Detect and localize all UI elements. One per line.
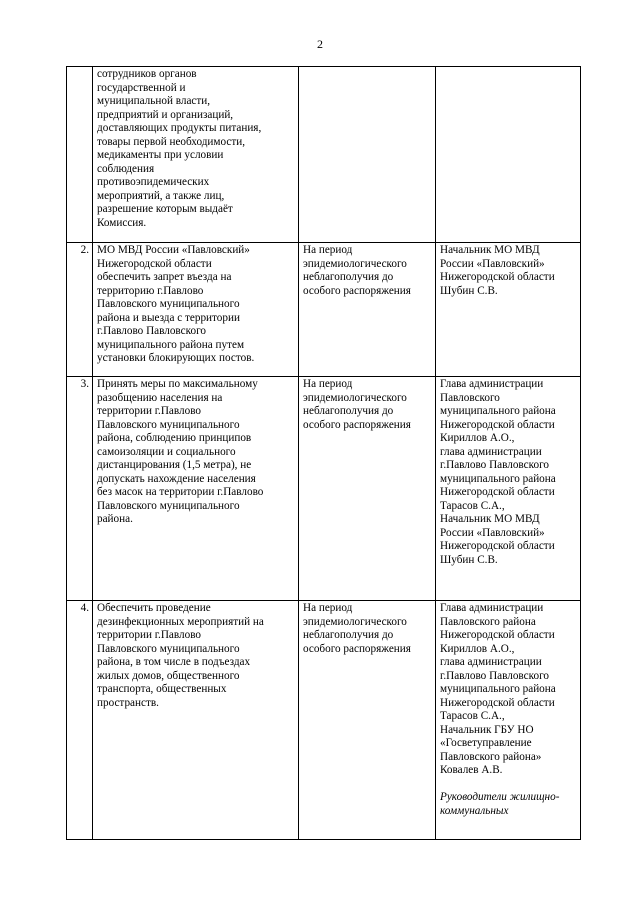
text-line: медикаменты при условии [97,149,224,161]
text-line: Нижегородской области [440,696,555,709]
text-line: товары первой необходимости, [97,135,245,148]
text-line: мероприятий, а также лиц, [97,189,225,202]
text-line: Ковалев А.В. [440,764,503,776]
text-line: разобщению населения на [97,391,223,404]
measures-table [66,66,581,840]
text-line: Кириллов А.О., [440,432,515,444]
text-line: обеспечить запрет въезда на [97,271,232,283]
text-line: допускать нахождение населения [97,472,256,485]
row-number [67,67,93,243]
text-line: России «Павловский» [440,257,545,270]
text-line: муниципального района [440,472,556,485]
responsible-note [440,791,577,818]
text-line: неблагополучия до [303,271,394,283]
text-line: дистанцирования (1,5 метра), не [97,459,252,471]
text-line: Павловского муниципального [97,499,240,512]
text-line: пространств. [97,696,159,709]
text-line: района, в том числе в подъездах [97,656,251,668]
table-row [67,243,581,377]
text-line: России «Павловский» [440,526,545,539]
table-row [67,377,581,601]
text-line: На период [303,378,353,390]
text-line: Руководители жилищно- [440,791,560,803]
text-line: дезинфекционных мероприятий на [97,615,264,628]
text-line: Комиссия. [97,216,147,229]
table-row [67,67,581,243]
text-line: Нижегородской области [440,486,555,498]
text-line: Кириллов А.О., [440,642,515,655]
responsible-cell [436,243,581,377]
text-line: Тарасов С.А., [440,710,505,722]
text-line: эпидемиологического [303,257,407,270]
period-cell [299,67,436,243]
text-line: Начальник МО МВД [440,513,540,525]
text-line: доставляющих продукты питания, [97,122,262,134]
text-line: особого распоряжения [303,642,411,655]
text-line: неблагополучия до [303,629,394,641]
row-number: 3. [67,377,93,601]
text-line: Нижегородской области [440,418,555,431]
text-line: Шубин С.В. [440,553,498,566]
text-line: г.Павлово Павловского [440,459,549,471]
text-line: эпидемиологического [303,391,407,404]
action-cell [93,243,299,377]
text-line: Павловского муниципального [97,418,240,431]
text-line: государственной и [97,81,186,94]
text-line: Павловского [440,391,500,404]
text-line: На период [303,602,353,614]
text-line: жилых домов, общественного [97,669,240,682]
table-row [67,601,581,840]
responsible-names [440,602,577,778]
text-line: Нижегородской области [440,271,555,283]
text-line: Нижегородской области [97,257,212,270]
text-line: муниципального района путем [97,338,245,351]
text-line: Глава администрации [440,378,544,390]
period-cell [299,601,436,840]
text-line: района, соблюдению принципов [97,432,252,444]
text-line: района. [97,513,133,525]
text-line: «Госветуправление [440,737,532,749]
text-line: района и выезда с территории [97,311,240,324]
text-line: муниципальной власти, [97,95,211,107]
action-cell [93,601,299,840]
responsible-cell [436,67,581,243]
text-line: Глава администрации [440,602,544,614]
text-line: соблюдения [97,162,155,175]
text-line: глава администрации [440,656,542,668]
text-line: глава администрации [440,445,542,458]
row-number: 2. [67,243,93,377]
text-line: особого распоряжения [303,284,411,297]
text-line: Павловского муниципального [97,298,240,310]
row-number: 4. [67,601,93,840]
text-line: без масок на территории г.Павлово [97,486,264,498]
text-line: территории г.Павлово [97,629,202,641]
text-line: самоизоляции и социального [97,445,236,458]
text-line: Обеспечить проведение [97,602,211,614]
text-line: Начальник МО МВД [440,244,540,256]
text-line: территорию г.Павлово [97,284,204,297]
page-number: 2 [317,37,323,51]
text-line: предприятий и организаций, [97,108,234,121]
text-line: г.Павлово Павловского [440,669,549,682]
text-line: Павловского муниципального [97,642,240,655]
text-line: неблагополучия до [303,405,394,417]
text-line: противоэпидемических [97,176,210,188]
text-line: г.Павлово Павловского [97,325,206,337]
text-line: эпидемиологического [303,615,407,628]
period-cell [299,377,436,601]
text-line: муниципального района [440,405,556,417]
period-cell [299,243,436,377]
text-line: Нижегородской области [440,629,555,641]
action-cell [93,67,299,243]
text-line: Принять меры по максимальному [97,378,258,390]
text-line: МО МВД России «Павловский» [97,244,250,256]
text-line: особого распоряжения [303,418,411,431]
text-line: Шубин С.В. [440,284,498,297]
text-line: муниципального района [440,683,556,695]
text-line: установки блокирующих постов. [97,352,255,364]
text-line: На период [303,244,353,256]
text-line: коммунальных [440,804,509,817]
text-line: Начальник ГБУ НО [440,723,534,736]
text-line: территории г.Павлово [97,405,202,417]
text-line: Тарасов С.А., [440,499,505,512]
text-line: Нижегородской области [440,540,555,552]
action-cell [93,377,299,601]
text-line: транспорта, общественных [97,683,227,695]
text-line: сотрудников органов [97,68,197,80]
responsible-cell [436,601,581,840]
text-line: Павловского района [440,615,536,628]
text-line: разрешение которым выдаёт [97,203,233,215]
responsible-cell [436,377,581,601]
text-line: Павловского района» [440,750,542,763]
